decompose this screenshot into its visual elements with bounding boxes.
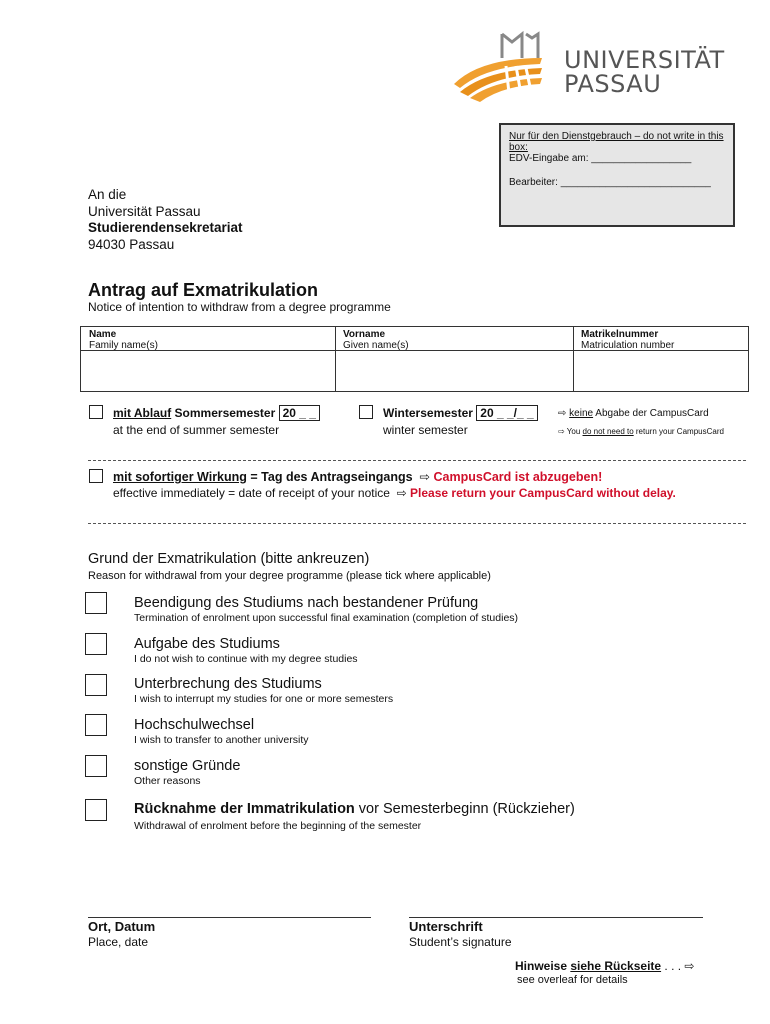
immediate-withdrawal-label: mit sofortiger Wirkung = Tag des Antragseingangs ⇨ CampusCard ist abzugeben! (113, 470, 603, 484)
reason-abandon-en: I do not wish to continue with my degree studies (134, 653, 358, 665)
address-line3: Studierendensekretariat (88, 220, 243, 235)
reason-completion-de: Beendigung des Studiums nach bestandener Prüfung (134, 595, 479, 611)
matriculation-input[interactable] (574, 351, 746, 389)
arrow-right-icon: ⇨ (416, 470, 434, 484)
arrow-right-icon: ⇨ (558, 408, 570, 419)
reason-transfer-en: I wish to transfer to another university (134, 734, 309, 746)
immediate-withdrawal-en: effective immediately = date of receipt of your notice ⇨ Please return your CampusCard without delay. (113, 486, 676, 500)
reason-withdrawal-en: Withdrawal of enrolment before the beginning of the semester (134, 820, 422, 832)
bearbeiter-field: Bearbeiter: ___________________________ (509, 177, 711, 188)
logo-line1: UNIVERSITÄT (564, 46, 725, 74)
place-date-line[interactable] (88, 917, 371, 918)
personal-data-table (80, 326, 749, 392)
reason-checkbox-transfer[interactable] (85, 714, 107, 736)
place-date-en: Place, date (88, 935, 149, 949)
summer-year-field[interactable]: 20 _ _ (279, 405, 320, 421)
signature-line[interactable] (409, 917, 703, 918)
reason-interrupt-de: Unterbrechung des Studiums (134, 676, 322, 692)
reason-transfer-de: Hochschulwechsel (134, 717, 255, 733)
matriculation-label: Matrikelnummer Matriculation number (581, 329, 675, 351)
reason-other-en: Other reasons (134, 775, 201, 787)
family-name-input[interactable] (82, 351, 334, 389)
summer-semester-label: mit Ablauf Sommersemester 20 _ _ (113, 406, 320, 420)
summer-semester-en: at the end of summer semester (113, 423, 280, 437)
reason-withdrawal-de: Rücknahme der Immatrikulation vor Semesterbeginn (Rückzieher) (134, 801, 575, 817)
address-line1: An die (88, 187, 127, 202)
university-logo (450, 28, 740, 108)
reasons-subtitle: Reason for withdrawal from your degree programme (please tick where applicable) (88, 570, 491, 582)
edv-entry-field: EDV-Eingabe am: __________________ (509, 153, 692, 164)
reason-checkbox-interrupt[interactable] (85, 674, 107, 696)
reason-checkbox-completion[interactable] (85, 592, 107, 614)
office-box-title: Nur für den Dienstgebrauch – do not write in this box: (509, 131, 724, 153)
address-line2: Universität Passau (88, 203, 201, 219)
arrow-right-icon: ⇨ (393, 486, 411, 500)
divider (88, 523, 746, 524)
immediate-withdrawal-checkbox[interactable] (89, 469, 103, 483)
winter-semester-en: winter semester (383, 423, 468, 437)
reason-checkbox-abandon[interactable] (85, 633, 107, 655)
form-subtitle: Notice of intention to withdraw from a degree programme (88, 300, 391, 314)
divider (88, 460, 746, 461)
given-name-input[interactable] (336, 351, 572, 389)
arrow-right-icon: ⇨ (558, 427, 567, 436)
summer-semester-checkbox[interactable] (89, 405, 103, 419)
reason-checkbox-withdrawal[interactable] (85, 799, 107, 821)
family-name-label: Name Family name(s) (89, 329, 158, 351)
winter-semester-label: Wintersemester 20 _ _/_ _ (383, 406, 538, 420)
address-line4: 94030 Passau (88, 236, 175, 252)
winter-year-field[interactable]: 20 _ _/_ _ (476, 405, 537, 421)
reason-other-de: sonstige Gründe (134, 758, 241, 774)
place-date-label: Ort, Datum (88, 919, 156, 934)
recipient-address (88, 187, 243, 253)
reason-abandon-de: Aufgabe des Studiums (134, 636, 280, 652)
overleaf-note-en: see overleaf for details (517, 974, 628, 986)
given-name-label: Vorname Given name(s) (343, 329, 409, 351)
logo-line2: PASSAU (564, 70, 662, 98)
signature-label: Unterschrift (409, 919, 483, 934)
winter-semester-checkbox[interactable] (359, 405, 373, 419)
campuscard-keep-de: ⇨ keine Abgabe der CampusCard (558, 408, 709, 419)
reason-interrupt-en: I wish to interrupt my studies for one or more semesters (134, 693, 394, 705)
reason-checkbox-other[interactable] (85, 755, 107, 777)
form-title: Antrag auf Exmatrikulation (88, 280, 319, 300)
campuscard-keep-en: ⇨ You do not need to return your CampusCard (558, 427, 724, 436)
reasons-title: Grund der Exmatrikulation (bitte ankreuzen) (88, 551, 370, 567)
office-use-box (499, 123, 735, 227)
university-emblem-icon (450, 28, 560, 108)
reason-completion-en: Termination of enrolment upon successful final examination (completion of studies) (134, 612, 519, 624)
overleaf-note: Hinweise siehe Rückseite . . . ⇨ (515, 959, 695, 973)
signature-en: Student’s signature (409, 935, 512, 949)
